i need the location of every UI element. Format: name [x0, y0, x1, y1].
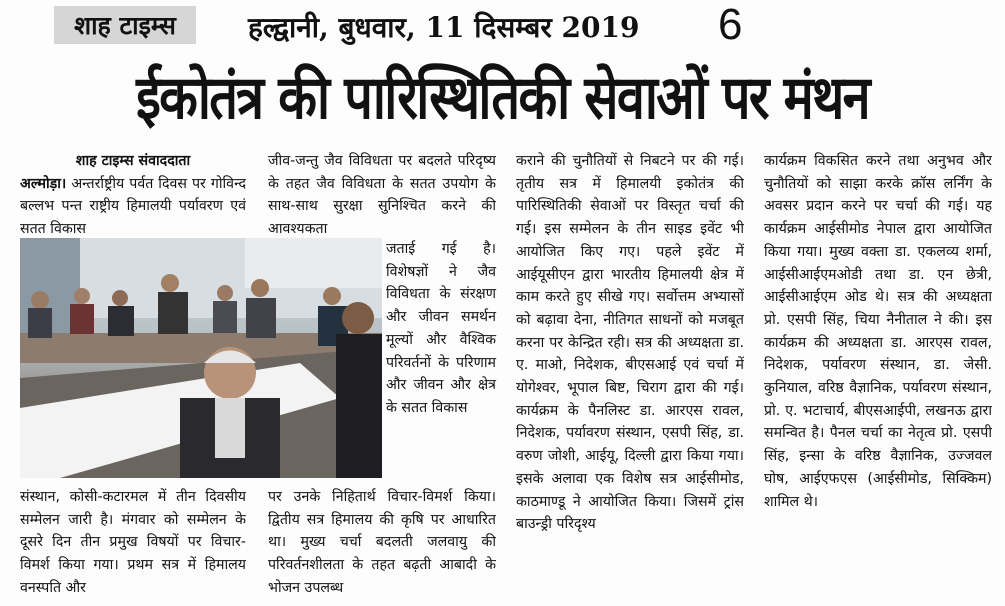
- conference-photo: [20, 238, 382, 478]
- dateline: हल्द्वानी, बुधवार, 11 दिसम्बर 2019: [248, 11, 640, 44]
- photo-illustration: [20, 238, 382, 478]
- byline: शाह टाइम्स संवाददाता: [75, 153, 191, 169]
- column-2-bottom-text: पर उनके निहितार्थ विचार-विमर्श किया। द्वितीय सत्र हिमालय की कृषि पर आधारित था। मुख्य चर्चा बदलती जलवायु की परिवर्तनशीलता के तहत बढ़ती आबादी के भोजन उपलब्ध: [268, 489, 496, 596]
- column-4-text: कार्यक्रम विकसित करने तथा अनुभव और चुनौतियों को साझा करके क्रॉस लर्निंग के अवसर प्रदान करने पर चर्चा की गई। यह कार्यक्रम आईसीमोड नेपाल द्वारा आयोजित किया गया। मुख्य वक्ता डा. एकलव्य शर्मा, आईसीआईएमओडी तथा डा. एन छेत्री, आईसीआईएम ओड थे। सत्र की अध्यक्षता प्रो. एसपी सिंह, चिया नैनीताल ने की। इस कार्यक्रम की अध्यक्षता डा. आरएस रावल, निदेशक, पर्यावरण संस्थान, डा. जेसी. कुनियाल, वरिष्ठ वैज्ञानिक, पर्यावरण संस्थान, प्रो. ए. भटाचार्य, बीएसआईपी, लखनऊ द्वारा समन्वित है। पैनल चर्चा का नेतृत्व प्रो. एसपी सिंह, इन्सा के वरिष्ठ वैज्ञानिक, उज्जवल घोष, आईएफएस (आईसीमोड, सिक्किम) शामिल थे।: [764, 153, 992, 510]
- dateline-place: अल्मोड़ा।: [20, 175, 67, 192]
- headline: ईकोतंत्र की पारिस्थितिकी सेवाओं पर मंथन: [136, 63, 869, 133]
- article-column-1: [20, 150, 246, 238]
- article-column-2-top: [268, 150, 496, 238]
- article-intro: अन्तर्राष्ट्रीय पर्वत दिवस पर गोविन्द बल्लभ पन्त राष्ट्रीय हिमालयी पर्यावरण एवं सतत विकास: [20, 175, 246, 238]
- article-column-3: [516, 150, 744, 602]
- column-2-wrap-text: जताई गई है। विशेषज्ञों ने जैव विविधता के संरक्षण और जीवन समर्थन मूल्यों और वैश्विक परिवर्तनों के परिणाम और जीवन और क्षेत्र के सतत विकास: [386, 241, 496, 416]
- article-column-1-bottom: [20, 486, 246, 600]
- column-1-bottom-text: संस्थान, कोसी-कटारमल में तीन दिवसीय सम्मेलन जारी है। मंगवार को सम्मेलन के दूसरे दिन तीन प्रमुख विषयों पर विचार-विमर्श किया गया। प्रथम सत्र में हिमालय वनस्पति और: [20, 489, 246, 596]
- article-column-4: [764, 150, 992, 602]
- masthead-logo: शाह टाइम्स: [54, 6, 196, 44]
- column-3-text: कराने की चुनौतियों से निबटने पर की गई। तृतीय सत्र में हिमालयी इकोतंत्र की पारिस्थितिकी सेवाओं पर विस्तृत चर्चा की गई। इस सम्मेलन के तीन साइड इवेंट भी आयोजित किए गए। पहले इवेंट में आईयूसीएन द्वारा भारतीय हिमालयी क्षेत्र में काम करते हुए सीखे गए। सर्वोत्तम अभ्यासों को बढ़ावा देना, नीतिगत साधनों को मजबूत करना पर केन्द्रित रही। सत्र की अध्यक्षता डा. ए. माओ, निदेशक, बीएसआई एवं चर्चा में योगेश्वर, भूपाल बिष्ट, चिराग द्वारा की गई। कार्यक्रम के पैनलिस्ट डा. आरएस रावल, निदेशक, पर्यावरण संस्थान, एसपी सिंह, डा. वरुण जोशी, आईयू, दिल्ली द्वारा किया गया। इसके अलावा एक विशेष सत्र आईसीमोड, काठमाण्डू ने आयोजित किया। जिसमें ट्रांस बाउन्ड्री परिदृश्य: [516, 153, 744, 533]
- page-number: 6: [718, 0, 743, 49]
- column-2-top-text: जीव-जन्तु जैव विविधता पर बदलते परिदृष्य के तहत जैव विविधता के सतत उपयोग के साथ-साथ सुरक्षा सुनिश्चित करने की आवश्यकता: [268, 153, 496, 238]
- article-column-2-bottom: [268, 486, 496, 600]
- article-column-2-wrap: [386, 238, 496, 420]
